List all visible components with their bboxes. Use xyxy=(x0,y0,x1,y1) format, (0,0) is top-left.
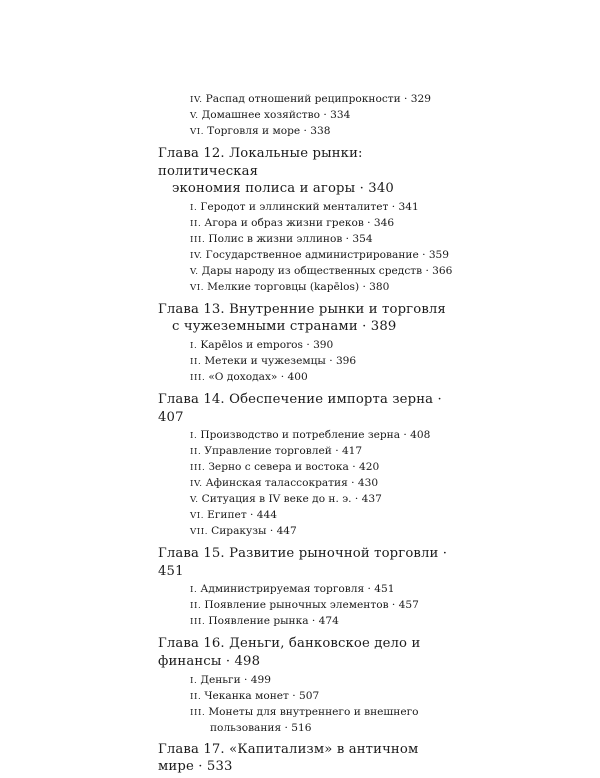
section-number: VI. xyxy=(190,511,205,522)
section-title: Монеты для внутреннего и внешнего xyxy=(208,705,419,718)
section-entry xyxy=(158,476,458,492)
section-entry xyxy=(158,508,458,524)
chapter-title-line: Глава 12. Локальные рынки: политическая xyxy=(158,146,363,179)
section-entry xyxy=(158,200,458,216)
chapter-title-line: Глава 17. «Капитализм» в античном мире · 533 xyxy=(158,741,419,775)
section-entry xyxy=(158,614,458,630)
section-entry xyxy=(158,108,458,124)
section-number: I. xyxy=(190,431,198,442)
chapter-heading xyxy=(158,741,458,776)
section-number: III. xyxy=(190,372,206,383)
chapter-title-continuation: экономия полиса и агоры · 340 xyxy=(172,181,394,197)
section-entry xyxy=(158,280,458,296)
section-entry xyxy=(158,216,458,232)
section-title: Чеканка монет · 507 xyxy=(204,689,320,702)
section-entry xyxy=(158,338,458,354)
section-title: Распад отношений реципрокности · 329 xyxy=(205,93,432,105)
section-entry xyxy=(158,492,458,508)
section-title: Зерно с севера и востока · 420 xyxy=(208,461,380,474)
chapter-title-line: Глава 15. Развитие рыночной торговли · 451 xyxy=(158,546,448,579)
section-number: II. xyxy=(190,447,202,458)
section-number: VII. xyxy=(190,527,209,538)
section-entry xyxy=(158,689,458,705)
section-title: Управление торговлей · 417 xyxy=(204,445,363,458)
section-entry xyxy=(158,582,458,598)
section-number: III. xyxy=(190,234,206,245)
section-title: Государственное администрирование · 359 xyxy=(205,248,450,261)
chapter-title-line: Глава 16. Деньги, банковское дело и финансы · 498 xyxy=(158,636,421,669)
section-number: VI. xyxy=(190,282,205,293)
section-entry xyxy=(158,598,458,614)
section-entry xyxy=(158,232,458,248)
section-number: V. xyxy=(190,111,199,121)
section-entry xyxy=(158,248,458,264)
chapter-heading xyxy=(158,391,458,426)
section-entry xyxy=(158,264,458,280)
section-number: V. xyxy=(190,266,199,277)
section-number: II. xyxy=(190,601,202,612)
chapter-heading xyxy=(158,301,458,336)
chapter-heading xyxy=(158,545,458,580)
section-title: Администрируемая торговля · 451 xyxy=(200,583,395,596)
section-entry xyxy=(158,92,458,108)
section-title: Появление рыночных элементов · 457 xyxy=(204,599,419,612)
section-title: Метеки и чужеземцы · 396 xyxy=(204,354,357,367)
section-number: IV. xyxy=(190,479,203,490)
section-number: III. xyxy=(190,617,206,628)
section-title: Торговля и море · 338 xyxy=(207,125,331,137)
section-number: IV. xyxy=(190,95,203,105)
section-number: I. xyxy=(190,340,198,351)
section-number: I. xyxy=(190,202,198,213)
section-number: IV. xyxy=(190,250,203,261)
table-of-contents xyxy=(158,92,458,778)
section-title: Дары народу из общественных средств · 366 xyxy=(201,264,453,277)
section-entry xyxy=(158,444,458,460)
section-number: III. xyxy=(190,707,206,718)
section-title: Kapēlos и emporos · 390 xyxy=(200,338,334,351)
section-title: Появление рынка · 474 xyxy=(208,615,339,628)
section-title: Сиракузы · 447 xyxy=(211,525,297,538)
section-number: II. xyxy=(190,218,202,229)
section-title: Домашнее хозяйство · 334 xyxy=(201,109,351,121)
section-number: II. xyxy=(190,691,202,702)
chapter-heading xyxy=(158,145,458,198)
section-entry xyxy=(158,354,458,370)
section-title: «О доходах» · 400 xyxy=(208,370,308,383)
section-title: Агора и образ жизни греков · 346 xyxy=(204,216,395,229)
section-number: VI. xyxy=(190,127,205,137)
section-number: V. xyxy=(190,495,199,506)
section-entry xyxy=(158,673,458,689)
section-title: Ситуация в IV веке до н. э. · 437 xyxy=(201,493,382,506)
section-title: Египет · 444 xyxy=(207,509,277,522)
section-entry xyxy=(158,460,458,476)
section-title: Афинская талассократия · 430 xyxy=(205,477,379,490)
section-title: Мелкие торговцы (kapēlos) · 380 xyxy=(207,280,390,293)
section-entry xyxy=(158,705,458,736)
section-title: Деньги · 499 xyxy=(200,673,271,686)
section-title: Геродот и эллинский менталитет · 341 xyxy=(200,200,419,213)
section-title: Производство и потребление зерна · 408 xyxy=(200,429,431,442)
section-entry xyxy=(158,370,458,386)
section-title-continuation: пользования · 516 xyxy=(210,721,312,734)
chapter-title-line: Глава 13. Внутренние рынки и торговля xyxy=(158,301,446,317)
section-number: II. xyxy=(190,356,202,367)
section-entry xyxy=(158,524,458,540)
section-number: III. xyxy=(190,463,206,474)
section-entry xyxy=(158,428,458,444)
chapter-title-continuation: с чужеземными странами · 389 xyxy=(172,319,397,335)
chapter-title-line: Глава 14. Обеспечение импорта зерна · 407 xyxy=(158,391,442,425)
section-title: Полис в жизни эллинов · 354 xyxy=(208,232,373,245)
section-number: I. xyxy=(190,675,198,686)
chapter-heading xyxy=(158,635,458,670)
section-number: I. xyxy=(190,585,198,596)
section-entry xyxy=(158,124,458,140)
